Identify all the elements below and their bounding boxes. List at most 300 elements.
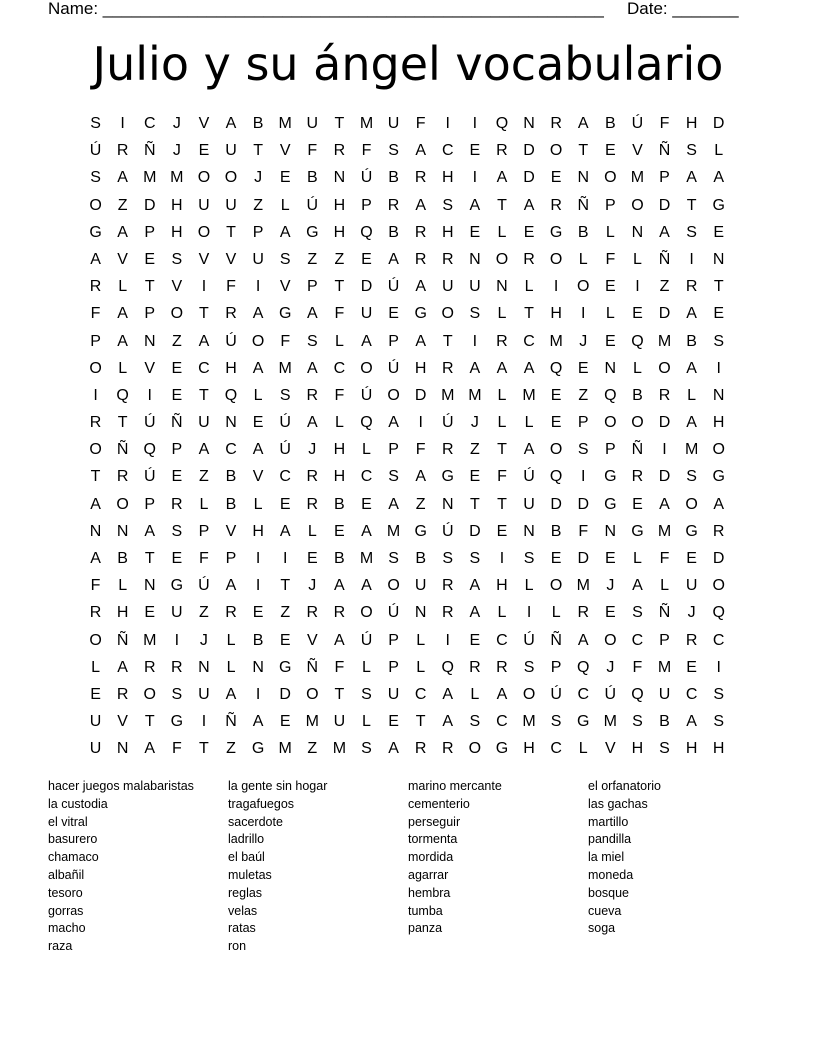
grid-letter[interactable]: U xyxy=(658,685,671,703)
grid-letter[interactable]: A xyxy=(117,332,128,350)
grid-letter[interactable]: S xyxy=(361,685,372,703)
grid-letter[interactable]: A xyxy=(252,441,264,459)
grid-letter[interactable]: T xyxy=(334,115,345,132)
grid-letter[interactable]: E xyxy=(361,495,372,513)
grid-letter[interactable]: L xyxy=(199,495,209,513)
grid-letter[interactable]: H xyxy=(171,196,183,214)
grid-letter[interactable]: C xyxy=(143,115,156,132)
grid-letter[interactable]: A xyxy=(659,495,670,513)
grid-letter[interactable]: G xyxy=(604,495,617,513)
grid-letter[interactable]: L xyxy=(632,550,642,567)
grid-letter[interactable]: F xyxy=(334,305,345,323)
grid-letter[interactable]: F xyxy=(632,658,643,676)
grid-letter[interactable]: A xyxy=(686,305,697,323)
grid-letter[interactable]: S xyxy=(469,305,481,323)
grid-letter[interactable]: A xyxy=(198,441,210,459)
grid-letter[interactable]: Ú xyxy=(143,414,156,432)
grid-letter[interactable]: B xyxy=(225,495,237,513)
grid-letter[interactable]: E xyxy=(632,305,643,323)
grid-letter[interactable]: C xyxy=(360,468,373,486)
grid-letter[interactable]: T xyxy=(497,441,507,459)
grid-letter[interactable]: A xyxy=(442,713,454,731)
grid-letter[interactable]: T xyxy=(253,142,263,160)
grid-letter[interactable]: R xyxy=(685,278,698,296)
grid-letter[interactable]: I xyxy=(174,631,180,649)
grid-letter[interactable]: T xyxy=(334,278,345,296)
grid-letter[interactable]: C xyxy=(198,359,210,377)
grid-letter[interactable]: A xyxy=(225,577,237,595)
grid-letter[interactable]: S xyxy=(632,604,643,622)
grid-letter[interactable]: F xyxy=(415,441,426,459)
grid-letter[interactable]: L xyxy=(362,658,371,676)
grid-letter[interactable]: F xyxy=(659,115,670,132)
grid-letter[interactable]: R xyxy=(441,359,454,377)
grid-letter[interactable]: N xyxy=(604,359,617,377)
grid-letter[interactable]: Ú xyxy=(225,332,237,350)
grid-letter[interactable]: A xyxy=(306,359,318,377)
grid-letter[interactable]: S xyxy=(442,550,454,567)
grid-letter[interactable]: S xyxy=(686,142,697,160)
grid-letter[interactable]: A xyxy=(117,658,128,676)
grid-letter[interactable]: Q xyxy=(360,414,373,432)
grid-letter[interactable]: R xyxy=(116,468,129,486)
grid-letter[interactable]: S xyxy=(550,713,562,731)
grid-letter[interactable]: O xyxy=(89,631,102,649)
grid-letter[interactable]: O xyxy=(549,250,563,268)
grid-letter[interactable]: Ú xyxy=(523,631,535,649)
grid-letter[interactable]: D xyxy=(469,522,481,540)
grid-letter[interactable]: L xyxy=(416,658,426,676)
grid-letter[interactable]: V xyxy=(198,250,210,268)
grid-letter[interactable]: E xyxy=(496,522,508,540)
grid-letter[interactable]: A xyxy=(306,414,318,432)
grid-letter[interactable]: L xyxy=(118,577,128,595)
grid-letter[interactable]: V xyxy=(117,713,128,731)
grid-letter[interactable]: E xyxy=(469,468,481,486)
grid-letter[interactable]: D xyxy=(577,495,590,513)
grid-letter[interactable]: F xyxy=(280,332,291,350)
grid-letter[interactable]: Ú xyxy=(279,414,291,432)
grid-letter[interactable]: N xyxy=(631,223,644,241)
grid-letter[interactable]: T xyxy=(713,278,724,296)
grid-letter[interactable]: O xyxy=(658,359,671,377)
grid-letter[interactable]: S xyxy=(659,740,670,758)
grid-letter[interactable]: O xyxy=(495,250,509,268)
grid-letter[interactable]: L xyxy=(307,522,317,540)
grid-letter[interactable]: P xyxy=(659,631,670,649)
grid-letter[interactable]: R xyxy=(171,658,183,676)
grid-letter[interactable]: M xyxy=(603,713,617,731)
grid-letter[interactable]: R xyxy=(387,196,400,214)
grid-letter[interactable]: G xyxy=(685,522,698,540)
grid-letter[interactable]: R xyxy=(496,658,508,676)
grid-letter[interactable]: S xyxy=(469,550,481,567)
grid-letter[interactable]: Z xyxy=(199,604,209,622)
grid-letter[interactable]: N xyxy=(577,169,590,187)
grid-letter[interactable]: A xyxy=(90,250,101,268)
grid-letter[interactable]: I xyxy=(635,278,640,296)
grid-letter[interactable]: M xyxy=(359,115,374,132)
grid-letter[interactable]: A xyxy=(117,305,128,323)
grid-letter[interactable]: L xyxy=(118,278,128,296)
grid-letter[interactable]: H xyxy=(712,740,725,758)
grid-letter[interactable]: Q xyxy=(441,658,454,676)
grid-letter[interactable]: E xyxy=(361,250,372,268)
grid-letter[interactable]: Z xyxy=(226,740,236,758)
grid-letter[interactable]: V xyxy=(225,522,237,540)
grid-letter[interactable]: L xyxy=(226,631,236,649)
grid-letter[interactable]: Q xyxy=(577,658,590,676)
grid-letter[interactable]: Ú xyxy=(306,196,319,214)
grid-letter[interactable]: Ñ xyxy=(550,631,562,649)
grid-letter[interactable]: B xyxy=(604,115,616,132)
grid-letter[interactable]: H xyxy=(252,522,264,540)
grid-letter[interactable]: N xyxy=(89,522,102,540)
grid-letter[interactable]: Z xyxy=(659,278,670,296)
grid-letter[interactable]: E xyxy=(279,713,291,731)
grid-letter[interactable]: L xyxy=(605,223,615,241)
grid-letter[interactable]: O xyxy=(604,414,617,432)
grid-letter[interactable]: U xyxy=(171,604,183,622)
grid-letter[interactable]: I xyxy=(282,550,288,567)
grid-letter[interactable]: A xyxy=(713,169,725,187)
grid-letter[interactable]: Ú xyxy=(387,359,400,377)
grid-letter[interactable]: T xyxy=(199,740,209,758)
grid-letter[interactable]: Ñ xyxy=(577,196,590,214)
grid-letter[interactable]: A xyxy=(144,522,156,540)
grid-letter[interactable]: A xyxy=(90,550,101,567)
grid-letter[interactable]: B xyxy=(388,169,399,187)
grid-letter[interactable]: T xyxy=(144,278,155,296)
grid-letter[interactable]: C xyxy=(225,441,237,459)
grid-letter[interactable]: Ñ xyxy=(658,142,671,160)
grid-letter[interactable]: E xyxy=(604,604,616,622)
grid-letter[interactable]: O xyxy=(197,169,211,187)
grid-letter[interactable]: U xyxy=(685,577,698,595)
grid-letter[interactable]: Ñ xyxy=(658,604,671,622)
grid-letter[interactable]: R xyxy=(116,685,129,703)
grid-letter[interactable]: H xyxy=(171,223,183,241)
grid-letter[interactable]: L xyxy=(551,604,561,622)
grid-letter[interactable]: T xyxy=(524,305,534,323)
grid-letter[interactable]: L xyxy=(497,386,507,404)
grid-letter[interactable]: O xyxy=(251,332,265,350)
grid-letter[interactable]: A xyxy=(252,713,264,731)
grid-letter[interactable]: D xyxy=(577,550,590,567)
grid-letter[interactable]: A xyxy=(496,685,508,703)
grid-letter[interactable]: H xyxy=(333,468,346,486)
grid-letter[interactable]: N xyxy=(198,658,210,676)
grid-letter[interactable]: O xyxy=(604,169,617,187)
grid-letter[interactable]: M xyxy=(305,713,319,731)
grid-letter[interactable]: U xyxy=(441,278,454,296)
grid-letter[interactable]: P xyxy=(604,196,616,214)
grid-letter[interactable]: Ú xyxy=(279,441,291,459)
grid-letter[interactable]: Ñ xyxy=(658,250,671,268)
grid-letter[interactable]: A xyxy=(686,713,697,731)
grid-letter[interactable]: Ú xyxy=(441,522,454,540)
grid-letter[interactable]: F xyxy=(226,278,236,296)
grid-letter[interactable]: S xyxy=(279,386,291,404)
grid-letter[interactable]: G xyxy=(495,740,509,758)
grid-letter[interactable]: P xyxy=(604,441,616,459)
grid-letter[interactable]: E xyxy=(279,169,291,187)
grid-letter[interactable]: R xyxy=(89,278,102,296)
grid-letter[interactable]: O xyxy=(306,685,319,703)
grid-letter[interactable]: E xyxy=(550,414,562,432)
grid-letter[interactable]: M xyxy=(657,658,672,676)
grid-letter[interactable]: R xyxy=(171,495,183,513)
grid-letter[interactable]: H xyxy=(333,223,346,241)
grid-letter[interactable]: S xyxy=(577,441,589,459)
grid-letter[interactable]: P xyxy=(306,278,318,296)
grid-letter[interactable]: T xyxy=(442,332,453,350)
grid-letter[interactable]: Ú xyxy=(89,142,102,160)
grid-letter[interactable]: E xyxy=(198,142,210,160)
grid-letter[interactable]: F xyxy=(307,142,318,160)
grid-letter[interactable]: I xyxy=(716,658,721,676)
grid-letter[interactable]: E xyxy=(550,169,562,187)
grid-letter[interactable]: M xyxy=(278,115,292,132)
grid-letter[interactable]: A xyxy=(469,604,481,622)
grid-letter[interactable]: E xyxy=(713,223,725,241)
grid-letter[interactable]: D xyxy=(360,278,373,296)
grid-letter[interactable]: L xyxy=(253,495,263,513)
grid-letter[interactable]: V xyxy=(252,468,264,486)
grid-letter[interactable]: E xyxy=(577,359,589,377)
grid-letter[interactable]: V xyxy=(279,278,291,296)
grid-letter[interactable]: Ú xyxy=(441,414,454,432)
grid-letter[interactable]: N xyxy=(225,414,237,432)
grid-letter[interactable]: Q xyxy=(631,685,644,703)
grid-letter[interactable]: F xyxy=(90,305,101,323)
grid-letter[interactable]: Z xyxy=(415,495,426,513)
grid-letter[interactable]: D xyxy=(658,414,671,432)
grid-letter[interactable]: L xyxy=(497,604,507,622)
grid-letter[interactable]: A xyxy=(225,685,237,703)
grid-letter[interactable]: A xyxy=(415,332,426,350)
grid-letter[interactable]: P xyxy=(550,658,562,676)
grid-letter[interactable]: V xyxy=(171,278,183,296)
grid-letter[interactable]: L xyxy=(362,713,371,731)
grid-letter[interactable]: T xyxy=(686,196,697,214)
grid-letter[interactable]: I xyxy=(93,386,98,404)
grid-letter[interactable]: S xyxy=(388,142,399,160)
grid-letter[interactable]: S xyxy=(171,250,183,268)
grid-letter[interactable]: D xyxy=(414,386,427,404)
grid-letter[interactable]: E xyxy=(171,359,183,377)
grid-letter[interactable]: N xyxy=(333,169,346,187)
grid-letter[interactable]: R xyxy=(550,115,562,132)
grid-letter[interactable]: R xyxy=(469,658,481,676)
grid-letter[interactable]: R xyxy=(523,250,535,268)
grid-letter[interactable]: A xyxy=(523,359,535,377)
grid-letter[interactable]: Z xyxy=(253,196,263,214)
grid-letter[interactable]: N xyxy=(496,278,508,296)
grid-letter[interactable]: L xyxy=(497,223,507,241)
grid-letter[interactable]: R xyxy=(658,386,671,404)
grid-letter[interactable]: A xyxy=(90,495,101,513)
grid-letter[interactable]: A xyxy=(686,414,697,432)
grid-letter[interactable]: V xyxy=(117,250,128,268)
grid-letter[interactable]: G xyxy=(306,223,319,241)
grid-letter[interactable]: T xyxy=(497,196,507,214)
grid-letter[interactable]: L xyxy=(714,142,724,160)
grid-letter[interactable]: P xyxy=(252,223,264,241)
grid-letter[interactable]: I xyxy=(716,359,721,377)
grid-letter[interactable]: T xyxy=(280,577,291,595)
grid-letter[interactable]: R xyxy=(306,604,319,622)
grid-letter[interactable]: Ú xyxy=(360,169,373,187)
grid-letter[interactable]: Q xyxy=(549,468,563,486)
grid-letter[interactable]: S xyxy=(523,658,535,676)
grid-letter[interactable]: C xyxy=(333,359,346,377)
grid-letter[interactable]: O xyxy=(360,359,373,377)
grid-letter[interactable]: L xyxy=(334,332,344,350)
grid-letter[interactable]: E xyxy=(604,278,616,296)
grid-letter[interactable]: E xyxy=(523,223,535,241)
grid-letter[interactable]: B xyxy=(252,631,264,649)
grid-letter[interactable]: N xyxy=(441,495,454,513)
grid-letter[interactable]: H xyxy=(550,305,562,323)
grid-letter[interactable]: A xyxy=(659,223,670,241)
grid-letter[interactable]: Ñ xyxy=(171,414,183,432)
grid-letter[interactable]: J xyxy=(606,577,615,595)
grid-letter[interactable]: L xyxy=(524,278,534,296)
grid-letter[interactable]: H xyxy=(441,223,454,241)
grid-letter[interactable]: A xyxy=(686,169,697,187)
grid-letter[interactable]: F xyxy=(497,468,507,486)
grid-letter[interactable]: L xyxy=(578,740,588,758)
grid-letter[interactable]: V xyxy=(306,631,318,649)
grid-letter[interactable]: F xyxy=(171,740,182,758)
grid-letter[interactable]: H xyxy=(631,740,644,758)
grid-letter[interactable]: E xyxy=(252,604,264,622)
grid-letter[interactable]: S xyxy=(686,468,697,486)
grid-letter[interactable]: F xyxy=(605,250,616,268)
grid-letter[interactable]: A xyxy=(117,223,128,241)
grid-letter[interactable]: H xyxy=(685,740,698,758)
grid-letter[interactable]: R xyxy=(496,142,508,160)
grid-letter[interactable]: E xyxy=(171,386,183,404)
grid-letter[interactable]: I xyxy=(499,550,505,567)
grid-letter[interactable]: P xyxy=(144,495,156,513)
grid-letter[interactable]: U xyxy=(414,577,427,595)
grid-letter[interactable]: S xyxy=(713,685,725,703)
grid-letter[interactable]: Z xyxy=(171,332,182,350)
grid-letter[interactable]: Q xyxy=(143,441,156,459)
grid-letter[interactable]: V xyxy=(632,142,643,160)
grid-letter[interactable]: U xyxy=(333,713,346,731)
grid-letter[interactable]: G xyxy=(89,223,102,241)
grid-letter[interactable]: R xyxy=(550,196,562,214)
grid-letter[interactable]: A xyxy=(415,278,426,296)
grid-letter[interactable]: G xyxy=(549,223,563,241)
grid-letter[interactable]: F xyxy=(334,658,345,676)
grid-letter[interactable]: N xyxy=(252,658,264,676)
grid-letter[interactable]: U xyxy=(225,196,237,214)
grid-letter[interactable]: L xyxy=(660,577,669,595)
grid-letter[interactable]: Ú xyxy=(360,386,373,404)
grid-letter[interactable]: A xyxy=(144,740,156,758)
grid-letter[interactable]: O xyxy=(712,441,725,459)
grid-letter[interactable]: A xyxy=(361,577,372,595)
grid-letter[interactable]: H xyxy=(496,577,508,595)
grid-letter[interactable]: S xyxy=(171,685,183,703)
grid-letter[interactable]: E xyxy=(306,550,318,567)
grid-letter[interactable]: T xyxy=(199,386,209,404)
grid-letter[interactable]: I xyxy=(581,468,586,486)
grid-letter[interactable]: R xyxy=(414,223,427,241)
grid-letter[interactable]: I xyxy=(445,631,450,649)
grid-letter[interactable]: H xyxy=(225,359,237,377)
grid-letter[interactable]: D xyxy=(523,169,535,187)
grid-letter[interactable]: O xyxy=(522,685,536,703)
grid-letter[interactable]: S xyxy=(442,196,454,214)
grid-letter[interactable]: A xyxy=(496,359,508,377)
grid-letter[interactable]: V xyxy=(198,115,210,132)
grid-letter[interactable]: N xyxy=(116,740,129,758)
grid-letter[interactable]: J xyxy=(172,115,181,132)
grid-letter[interactable]: G xyxy=(414,305,427,323)
grid-letter[interactable]: Z xyxy=(578,386,589,404)
grid-letter[interactable]: E xyxy=(604,550,616,567)
grid-letter[interactable]: C xyxy=(496,631,508,649)
grid-letter[interactable]: Q xyxy=(224,386,238,404)
grid-letter[interactable]: B xyxy=(388,223,399,241)
grid-letter[interactable]: V xyxy=(604,740,616,758)
grid-letter[interactable]: T xyxy=(117,414,128,432)
grid-letter[interactable]: E xyxy=(469,223,481,241)
grid-letter[interactable]: T xyxy=(226,223,236,241)
grid-letter[interactable]: R xyxy=(414,250,427,268)
grid-letter[interactable]: S xyxy=(388,468,399,486)
grid-letter[interactable]: L xyxy=(280,196,290,214)
grid-letter[interactable]: A xyxy=(361,522,372,540)
grid-letter[interactable]: G xyxy=(604,468,617,486)
grid-letter[interactable]: O xyxy=(685,495,698,513)
grid-letter[interactable]: I xyxy=(472,169,478,187)
grid-letter[interactable]: F xyxy=(578,522,589,540)
grid-letter[interactable]: G xyxy=(712,468,725,486)
grid-letter[interactable]: B xyxy=(117,550,128,567)
grid-letter[interactable]: U xyxy=(89,713,102,731)
grid-letter[interactable]: A xyxy=(577,115,589,132)
grid-letter[interactable]: Ñ xyxy=(116,441,129,459)
grid-letter[interactable]: R xyxy=(441,250,454,268)
grid-letter[interactable]: P xyxy=(388,332,399,350)
grid-letter[interactable]: F xyxy=(90,577,101,595)
grid-letter[interactable]: Q xyxy=(549,359,563,377)
grid-letter[interactable]: L xyxy=(497,305,507,323)
grid-letter[interactable]: L xyxy=(605,305,615,323)
grid-letter[interactable]: E xyxy=(171,468,183,486)
grid-letter[interactable]: D xyxy=(523,142,535,160)
grid-letter[interactable]: E xyxy=(279,631,291,649)
grid-letter[interactable]: R xyxy=(685,631,698,649)
grid-letter[interactable]: L xyxy=(362,441,371,459)
grid-letter[interactable]: B xyxy=(252,115,264,132)
grid-letter[interactable]: B xyxy=(659,713,670,731)
grid-letter[interactable]: A xyxy=(117,169,128,187)
grid-letter[interactable]: M xyxy=(441,386,455,404)
grid-letter[interactable]: G xyxy=(441,468,454,486)
grid-letter[interactable]: I xyxy=(255,577,261,595)
grid-letter[interactable]: G xyxy=(170,713,184,731)
grid-letter[interactable]: M xyxy=(278,359,292,377)
grid-letter[interactable]: M xyxy=(332,740,347,758)
grid-letter[interactable]: I xyxy=(255,550,261,567)
